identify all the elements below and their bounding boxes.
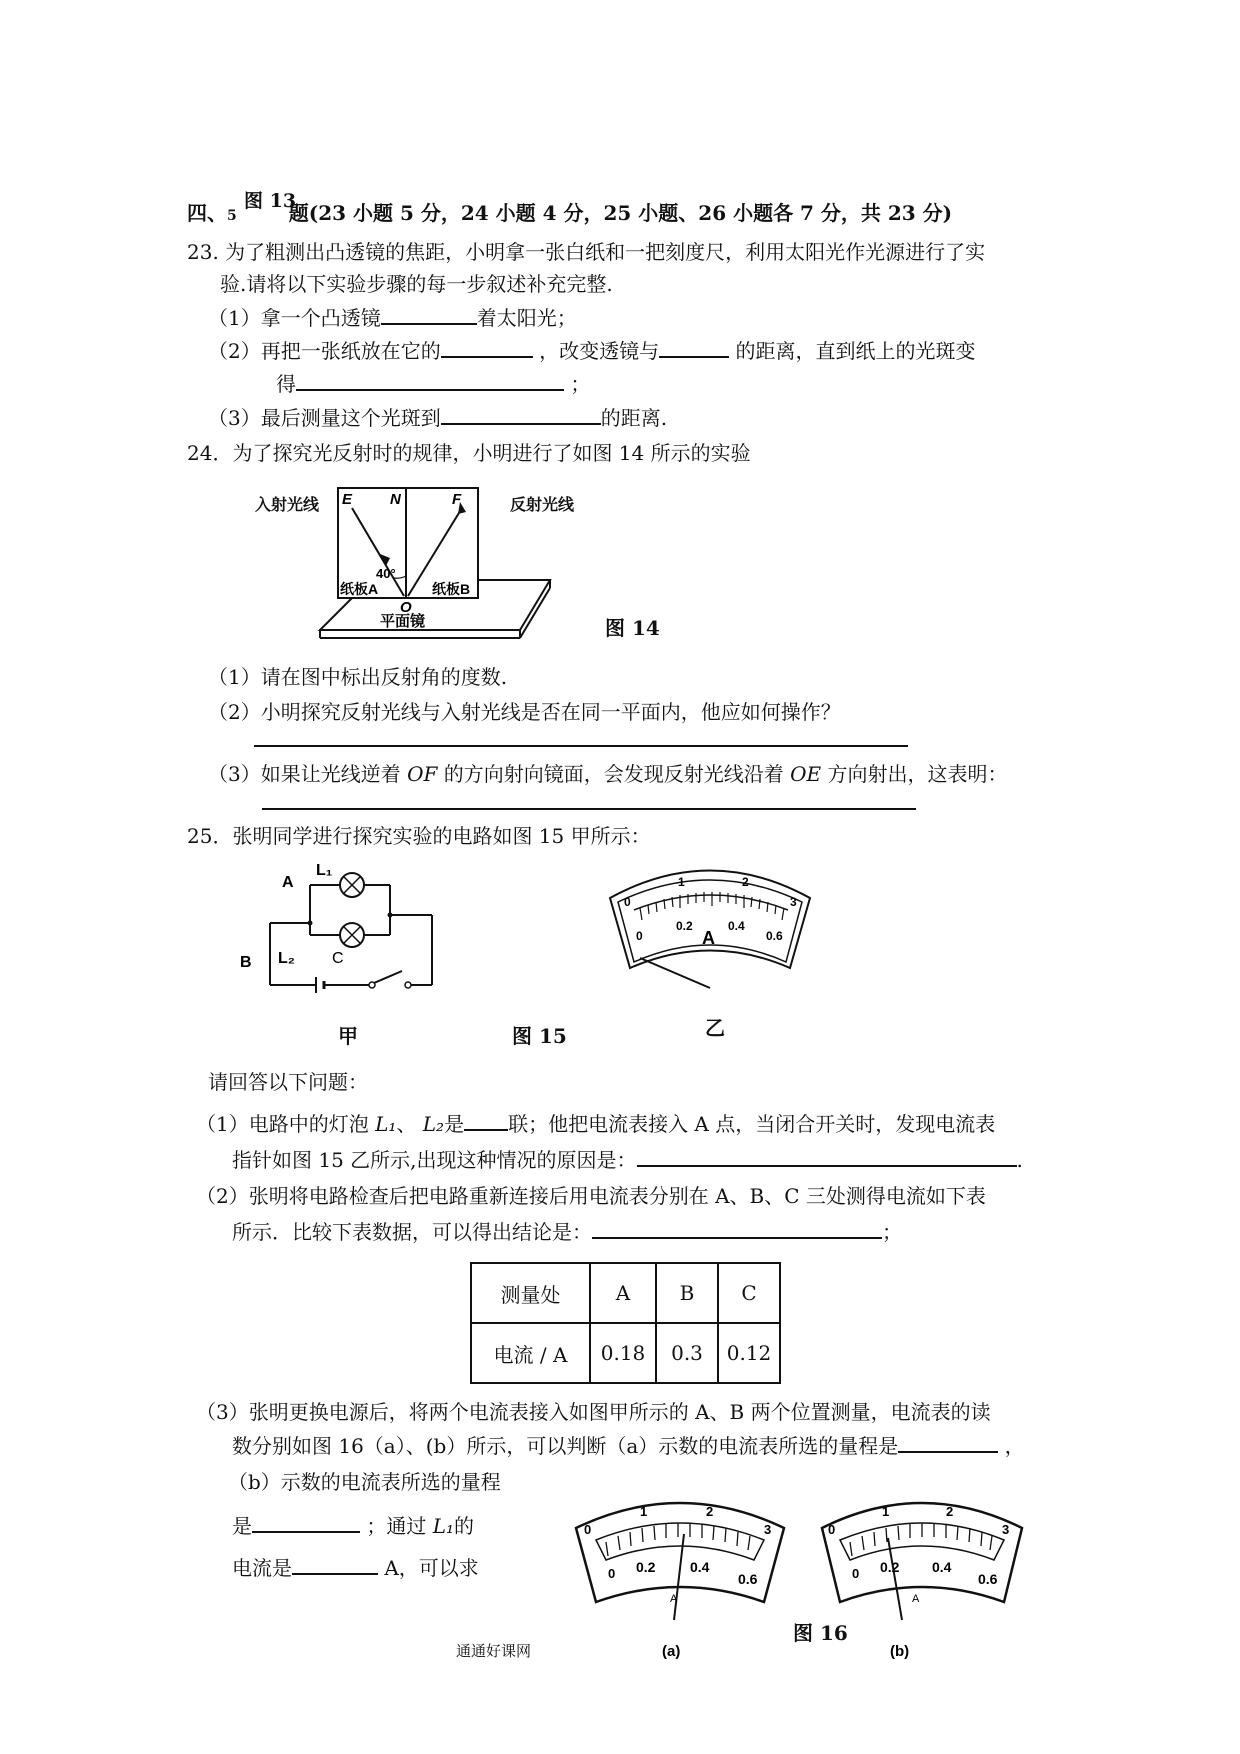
scale-bottom-0: 0 <box>852 1566 860 1581</box>
pointer-mark: A <box>912 1593 920 1605</box>
switch-contact <box>405 982 411 988</box>
table-cell: 0.3 <box>656 1323 718 1383</box>
meter-a-label: (a) <box>662 1643 681 1660</box>
meter-15-caption: 乙 <box>705 1016 725 1040</box>
figure-15-caption: 图 15 <box>512 1024 567 1048</box>
q24-stem: 24．为了探究光反射时的规律，小明进行了如图 14 所示的实验 <box>187 441 751 465</box>
q25-part3-text-f: ；通过 <box>366 1514 427 1538</box>
lamp-l2-ref: L₂ <box>422 1112 445 1136</box>
section-prefix: 四、 <box>187 201 227 225</box>
q24-part3 <box>208 758 1007 787</box>
q23-step2 <box>208 335 975 364</box>
q23-step3-text-end: 的距离. <box>600 406 668 430</box>
q25-part1-text: （1）电路中的灯泡 <box>196 1112 369 1136</box>
q25-part3-text-g: 的 <box>454 1514 475 1538</box>
point-c-label: C <box>332 950 344 967</box>
scale-top-3: 3 <box>1002 1522 1010 1537</box>
q24-part3-text-end: 方向射出，这表明： <box>827 762 1008 786</box>
scale-top-3: 3 <box>790 895 797 909</box>
answer-blank[interactable] <box>441 405 601 425</box>
switch-lever <box>374 971 402 983</box>
board-b-label: 纸板B <box>432 581 471 597</box>
section-title-rest: 题(23 小题 5 分，24 小题 4 分，25 小题、26 小题各 7 分，共 23 分) <box>288 201 953 225</box>
q25-part3-text-e: 是 <box>232 1514 252 1538</box>
scale-top-1: 1 <box>882 1504 890 1519</box>
scale-bottom-06: 0.6 <box>978 1571 998 1587</box>
q24-part1: （1）请在图中标出反射角的度数. <box>208 665 508 689</box>
junction-dot <box>308 921 313 926</box>
q23-step3 <box>208 402 667 431</box>
q24-answer-line-2[interactable] <box>254 745 908 747</box>
answer-blank[interactable] <box>292 1555 378 1575</box>
q24-part2: （2）小明探究反射光线与入射光线是否在同一平面内，他应如何操作？ <box>208 700 841 724</box>
q25-part1 <box>196 1108 995 1137</box>
q23-step2-text-mid: ，改变透镜与 <box>539 339 660 363</box>
table-header-cell: B <box>656 1263 718 1323</box>
q25-part3-range-b <box>232 1510 474 1539</box>
scale-top-0: 0 <box>584 1522 592 1537</box>
answer-blank[interactable] <box>441 338 533 358</box>
point-b-label: B <box>240 954 252 971</box>
q23-step3-text: （3）最后测量这个光斑到 <box>208 406 441 430</box>
q24-part3-text: （3）如果让光线逆着 <box>208 762 401 786</box>
scale-bottom-02: 0.2 <box>636 1559 656 1575</box>
scale-bottom-04: 0.4 <box>728 919 745 933</box>
separator: 、 <box>396 1112 417 1136</box>
q25-part3: （3）张明更换电源后，将两个电流表接入如图甲所示的 A、B 两个位置测量，电流表的读 <box>196 1400 991 1424</box>
table-row <box>471 1323 780 1383</box>
scale-top-0: 0 <box>828 1522 836 1537</box>
scale-bottom-02: 0.2 <box>880 1559 900 1575</box>
answer-blank[interactable] <box>252 1513 360 1533</box>
meter-unit: A <box>702 928 715 948</box>
scale-top-2: 2 <box>946 1504 954 1519</box>
q25-part3-text-i: A，可以求 <box>384 1556 479 1580</box>
answer-blank[interactable] <box>592 1219 882 1239</box>
angle-label: 40° <box>376 566 396 581</box>
pointer-mark: A <box>670 1593 678 1605</box>
answer-blank[interactable] <box>296 371 564 391</box>
q23-step1-text-end: 着太阳光； <box>476 306 577 330</box>
table-header-cell: A <box>590 1263 656 1323</box>
q23-step1 <box>208 302 577 331</box>
section-title <box>187 197 952 226</box>
q25-part3-text: 数分别如图 16（a）、(b）所示，可以判断（a）示数的电流表所选的量程是 <box>232 1434 899 1458</box>
label-f: F <box>452 491 462 508</box>
q25-part1-text-c: 联；他把电流表接入 A 点，当闭合开关时，发现电流表 <box>508 1112 996 1136</box>
q23-step2-cont-end: ； <box>570 372 591 396</box>
scale-top-1: 1 <box>640 1504 648 1519</box>
q23-step2-cont-text: 得 <box>276 372 296 396</box>
scale-bottom-0: 0 <box>608 1566 616 1581</box>
board-a-label: 纸板A <box>340 581 379 597</box>
lamp-l1-ref: L₁ <box>375 1112 397 1136</box>
q25-part3-b: （b）示数的电流表所选的量程 <box>228 1470 501 1494</box>
scale-bottom-04: 0.4 <box>932 1559 952 1575</box>
ammeter-a <box>576 1503 784 1660</box>
stray-char: 5 <box>227 208 237 224</box>
footer-text: 通通好课网 <box>456 1642 532 1660</box>
scale-bottom-02: 0.2 <box>676 919 693 933</box>
lamp-l1-ref: L₁ <box>432 1514 455 1538</box>
label-n: N <box>390 491 401 508</box>
scale-top-2: 2 <box>706 1504 714 1519</box>
scale-bottom-0: 0 <box>636 929 643 943</box>
figure-13-label: 图 13 <box>244 190 297 212</box>
q25-part3-text-end: ， <box>1004 1434 1025 1458</box>
scale-bottom-06: 0.6 <box>766 929 783 943</box>
q23-step1-text: （1）拿一个凸透镜 <box>208 306 381 330</box>
scale-bottom-04: 0.4 <box>690 1559 710 1575</box>
q23-step2-text-end: 的距离，直到纸上的光斑变 <box>735 339 976 363</box>
answer-blank[interactable] <box>659 338 729 358</box>
q25-stem: 25．张明同学进行探究实验的电路如图 15 甲所示： <box>187 824 651 848</box>
q25-part3-text-h: 电流是 <box>232 1556 292 1580</box>
junction-dot <box>388 913 393 918</box>
q25-part1-cont <box>232 1144 1023 1173</box>
q25-part3-current <box>232 1552 479 1581</box>
q25-part2-text-end: ； <box>882 1220 902 1244</box>
q25-part1-text-b: 是 <box>444 1112 465 1136</box>
q25-part1-text-end: . <box>1016 1148 1023 1172</box>
q25-prompt: 请回答以下问题： <box>208 1070 368 1094</box>
figure-14-caption: 图 14 <box>605 616 660 640</box>
scale-top-0: 0 <box>624 895 631 909</box>
q23-stem-line1: 23. 为了粗测出凸透镜的焦距，小明拿一张白纸和一把刻度尺，利用太阳光作光源进行了实 <box>187 240 986 264</box>
incident-ray-label: 入射光线 <box>255 495 320 514</box>
figure-16-caption: 图 16 <box>793 1621 848 1645</box>
scale-top-2: 2 <box>742 875 749 889</box>
scale-top-3: 3 <box>764 1522 772 1537</box>
table-header-cell: C <box>718 1263 780 1323</box>
q25-part1-text-d: 指针如图 15 乙所示,出现这种情况的原因是： <box>232 1148 637 1172</box>
q23-step2-cont <box>276 368 590 397</box>
table-header-cell: 测量处 <box>471 1263 590 1323</box>
q25-part2: （2）张明将电路检查后把电路重新连接后用电流表分别在 A、B、C 三处测得电流如下表 <box>196 1184 986 1208</box>
q23-step2-text: （2）再把一张纸放在它的 <box>208 339 441 363</box>
current-table <box>470 1262 781 1384</box>
meter-body <box>610 871 810 969</box>
ray-of-label: OF <box>407 762 438 786</box>
q25-part3-cont <box>232 1430 1025 1459</box>
q25-part2-cont <box>232 1216 902 1245</box>
q24-part3-text-mid: 的方向射向镜面，会发现反射光线沿着 <box>443 762 784 786</box>
ray-oe-label: OE <box>790 762 822 786</box>
scale-top-1: 1 <box>678 875 685 889</box>
label-e: E <box>342 491 353 508</box>
circuit-diagram <box>240 855 450 1005</box>
lamp-l1-label: L₁ <box>316 862 333 879</box>
ammeter-figure-15 <box>600 858 820 1008</box>
label-o: O <box>400 599 412 616</box>
mirror-label: 平面镜 <box>380 613 426 630</box>
answer-blank[interactable] <box>381 305 477 325</box>
answer-blank[interactable] <box>637 1147 1017 1167</box>
q24-answer-line-3[interactable] <box>262 808 916 810</box>
scale-bottom-06: 0.6 <box>738 1571 758 1587</box>
lamp-l2-label: L₂ <box>278 950 295 967</box>
meter-b-label: (b) <box>890 1643 910 1660</box>
circuit-caption: 甲 <box>338 1024 358 1048</box>
reflected-ray-label: 反射光线 <box>510 495 575 514</box>
q23-stem-line2: 验.请将以下实验步骤的每一步叙述补充完整. <box>220 272 613 296</box>
answer-blank[interactable] <box>898 1433 998 1453</box>
ammeter-b <box>822 1503 1022 1660</box>
table-row <box>471 1263 780 1323</box>
q25-part2-text: 所示．比较下表数据，可以得出结论是： <box>232 1220 592 1244</box>
answer-blank[interactable] <box>464 1111 508 1131</box>
table-cell: 0.12 <box>718 1323 780 1383</box>
point-a-label: A <box>282 874 294 891</box>
meter-pointer <box>640 958 710 988</box>
table-cell: 0.18 <box>590 1323 656 1383</box>
table-cell: 电流 / A <box>471 1323 590 1383</box>
